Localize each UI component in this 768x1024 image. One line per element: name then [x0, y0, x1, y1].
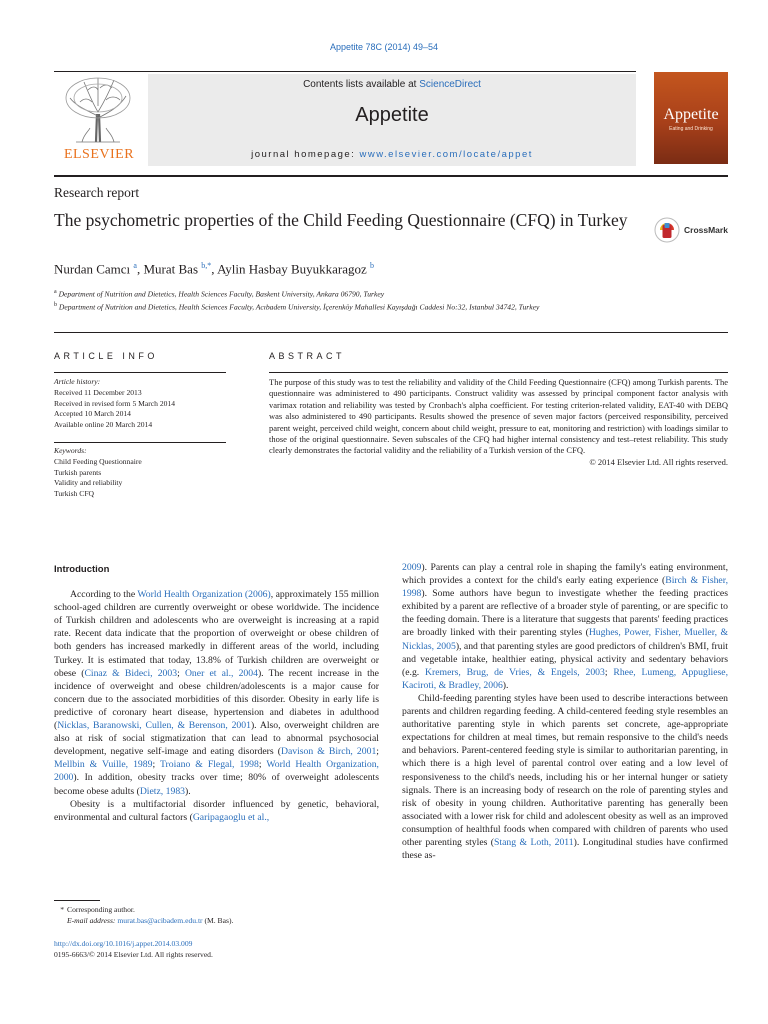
journal-citation-link[interactable]: Appetite 78C (2014) 49–54: [329, 42, 439, 52]
right-paragraphs: [402, 561, 728, 862]
author-separator: ,: [136, 261, 144, 277]
citation-link[interactable]: Stang & Loth, 2011: [494, 836, 574, 848]
abstract-body: [269, 377, 728, 468]
paragraph-text: ).: [185, 785, 191, 797]
citation-link[interactable]: 2009: [402, 562, 422, 573]
paragraph-text: ;: [258, 759, 267, 771]
author-email-link[interactable]: murat.bas@acibadem.edu.tr: [117, 916, 203, 925]
author-affiliation-mark[interactable]: b: [370, 261, 375, 270]
citation-link[interactable]: Nicklas, Baranowski, Cullen, & Berenson, 2001: [57, 720, 251, 732]
abstract-text: The purpose of this study was to test the reliability and validity of the Child Feeding Questionnaire (CFQ) among Turkish parents. The questionnaire was administered to 490 participants. Construct validity was assessed by principal component factor analysis with varimax rotation and reliability was tested by Cronbach's alpha coefficient. For testing criterion-related validity, EAT-40 with DEBQ was also administered to 490 participants. Results showed the presence of seven major factors (perceived responsibility, perceived parent weight, perceived child weight, concern about child weight, pressure to eat, monitoring and restriction) with loadings similar to those of the original questionnaire. Seven subscales of the CFQ had higher internal consistency and test–retest reliability. This study clearly demonstrates the factorial validity and the reliability of a Turkish version of the CFQ.: [269, 377, 728, 456]
keyword-item: Turkish parents: [54, 467, 102, 477]
issn-copyright: 0195-6663/© 2014 Elsevier Ltd. All rights reserved.: [54, 950, 213, 959]
author-name[interactable]: Murat Bas: [143, 261, 202, 277]
elsevier-tree-icon: [62, 76, 134, 144]
history-online: Available online 20 March 2014: [54, 420, 153, 430]
citation-link[interactable]: Kremers, Brug, de Vries, & Engels, 2003: [425, 666, 605, 678]
sciencedirect-link[interactable]: ScienceDirect: [419, 79, 481, 90]
paragraph-text: Obesity is a multifactorial disorder influenced by genetic, behavioral, environmental and cultural factors (: [54, 798, 379, 823]
citation-link[interactable]: Rhee, Lumeng, Appugliese, Kaciroti, & Bradley, 2006: [402, 666, 728, 691]
affiliation-mark: a: [54, 289, 57, 295]
author-affiliation-mark[interactable]: a: [133, 261, 137, 270]
paragraph-text: ;: [152, 759, 160, 771]
keywords-label: Keywords:: [54, 446, 87, 455]
footnote-mark: *: [60, 905, 64, 914]
keywords-rule: [54, 442, 226, 443]
journal-title: Appetite: [355, 104, 429, 126]
info-top-rule: [54, 332, 728, 333]
crossmark-label: CrossMark: [684, 225, 728, 235]
email-suffix: (M. Bas).: [204, 916, 234, 925]
keyword-item: Turkish CFQ: [54, 489, 95, 499]
citation-link[interactable]: World Health Organization, 2000: [54, 759, 379, 784]
journal-masthead: [148, 74, 636, 166]
body-column-left: [54, 563, 379, 824]
corresponding-label: Corresponding author.: [67, 905, 135, 914]
article-history-label: Article history:: [54, 377, 101, 386]
journal-header: [54, 74, 636, 166]
homepage-label: journal homepage:: [251, 149, 360, 160]
corresponding-author-footnote: [54, 904, 374, 926]
author-list: [54, 261, 374, 277]
keywords: [54, 446, 229, 500]
paragraph-text: , approximately 155 million school-aged children are currently overweight or obese worldwide. The incidence of Turkish children and adolescents who are overweight is increasing at a rapid rate. Recent data indicate that the proportion of overweight or obese children of both genders has increased markedly in different areas of the world, including Turkey. It is estimated that today, 13.8% of Turkish children are overweight or obese (: [54, 589, 379, 679]
author-name[interactable]: Aylin Hasbay Buyukkaragoz: [217, 261, 371, 277]
left-paragraphs: [54, 588, 379, 824]
citation-link[interactable]: Troiano & Flegal, 1998: [159, 759, 259, 771]
article-info-rule: [54, 372, 226, 373]
keyword-item: Validity and reliability: [54, 478, 123, 488]
contents-availability: [148, 79, 636, 90]
article-history: [54, 377, 229, 431]
paragraph-text: ). Parents can play a central role in shaping the family's eating environment, which provides a context for the child's early eating experience (: [402, 562, 728, 587]
paragraph-text: ;: [376, 746, 379, 758]
paragraph-text: ). The recent increase in the incidence of overweight and obese children/adolescents is a major cause for concern due to the associated morbidities of this disorder. Obesity in early life is predictive of coronary heart disease, hypertension and diabetes in adulthood (: [54, 667, 379, 732]
author-separator: ,: [211, 261, 218, 277]
paper-title: The psychometric properties of the Child Feeding Questionnaire (CFQ) in Turkey: [54, 210, 628, 230]
paragraph-text: ).: [502, 679, 509, 691]
contents-prefix: Contents lists available at: [303, 79, 420, 90]
history-accepted: Accepted 10 March 2014: [54, 409, 131, 419]
paragraph-text: ). In addition, obesity tracks over time; 80% of overweight adolescents become obese adults (: [54, 772, 379, 797]
citation-link[interactable]: Cinaz & Bideci, 2003: [84, 667, 178, 679]
introduction-heading: Introduction: [54, 564, 110, 575]
paragraph-text: According to the: [70, 589, 138, 601]
author-affiliation-mark[interactable]: b,*: [201, 261, 212, 270]
citation-link[interactable]: Hughes, Power, Fisher, Mueller, & Nicklas, 2005: [402, 627, 729, 652]
journal-cover-thumbnail[interactable]: [654, 72, 728, 164]
cover-subtitle: Eating and Drinking: [669, 126, 713, 132]
paragraph-text: ), and that parenting styles are good predictors of children's BMI, fruit and vegetable intake, healthier eating, physical activity and sedentary behaviors (e.g.: [402, 640, 729, 678]
citation-link[interactable]: Oner et al., 2004: [184, 667, 258, 679]
paragraph-text: ). Longitudinal studies have confirmed these as-: [402, 836, 729, 862]
citation-link[interactable]: Garipagaoglu et al.,: [192, 811, 270, 823]
author-name[interactable]: Nurdan Camcı: [54, 261, 134, 277]
affiliation-item: [54, 287, 654, 300]
crossmark-icon: [654, 217, 680, 243]
keyword-item: Child Feeding Questionnaire: [54, 456, 142, 466]
citation-link[interactable]: World Health Organization (2006): [137, 589, 271, 601]
body-paragraph: [402, 692, 728, 862]
body-paragraph: [402, 561, 728, 692]
doi-block: [54, 938, 213, 960]
elsevier-wordmark: ELSEVIER: [63, 147, 135, 162]
affiliation-list: [54, 287, 654, 312]
citation-link[interactable]: Davison & Birch, 2001: [280, 746, 377, 758]
history-revised: Received in revised form 5 March 2014: [54, 398, 176, 408]
crossmark-badge[interactable]: [654, 217, 734, 243]
elsevier-logo: [54, 74, 144, 166]
email-label: E-mail address:: [67, 916, 116, 925]
journal-homepage: [148, 149, 636, 160]
body-paragraph: [54, 588, 379, 798]
affiliation-text: Department of Nutrition and Dietetics, Health Sciences Faculty, Baskent University, Ankara 06790, Turkey: [56, 289, 385, 299]
paragraph-text: ;: [604, 666, 614, 678]
affiliation-text: Department of Nutrition and Dietetics, Health Sciences Faculty, Acıbadem University, İçerenköy Mahallesi Kayışdağı Caddesi No:32, Istanbul 34742, Turkey: [57, 302, 540, 312]
homepage-link[interactable]: www.elsevier.com/locate/appet: [359, 149, 533, 160]
body-column-right: [402, 561, 728, 862]
citation-link[interactable]: Dietz, 1983: [139, 785, 186, 797]
citation-link[interactable]: Mellbin & Vuille, 1989: [54, 759, 153, 771]
abstract-rule: [269, 372, 728, 373]
affiliation-mark: b: [54, 301, 57, 308]
paragraph-text: Child-feeding parenting styles have been used to describe interactions between parents and children regarding feeding. A child-centered feeding style resembles an authoritative parenting style in which parents set concrete, age-appropriate expectations for children at meal times, but remain responsive to the child's needs and behaviors. Parent-centered feeding style is similar to authoritarian parenting, in which there is a high level of parental control over eating and a low level of responsiveness to the child's needs, including his or her internal hunger or satiety signals. There is an increasing body of research on the role of parenting styles and risk of obesity in young children. Authoritative parenting has generally been associated with a lower risk for child and adolescent obesity as well as an improved consumption of healthful foods when compared with children of parents who used other parenting styles (: [402, 692, 728, 848]
article-type: Research report: [54, 185, 140, 200]
paragraph-text: ;: [177, 667, 185, 679]
footnote-rule: [54, 900, 100, 901]
abstract-copyright: © 2014 Elsevier Ltd. All rights reserved.: [589, 456, 728, 467]
paragraph-text: ). Some authors have begun to investigate whether the feeding practices exhibited by a parent are reflective of a broader style of parenting, or are specific to the feeding domain. There is a literature that suggests that parents' feeding practices are broadly linked with their parenting styles (: [402, 588, 728, 639]
cover-title: Appetite: [663, 106, 719, 123]
header-top-rule: [54, 71, 636, 72]
history-received: Received 11 December 2013: [54, 387, 142, 397]
affiliation-item: [54, 300, 654, 313]
paragraph-text: ). Also, overweight children are also at risk of social stigmatization that can lead to abnormal psychosocial development, negative self-image and eating disorders (: [54, 720, 379, 758]
article-info-heading: ARTICLE INFO: [54, 351, 158, 361]
abstract-heading: ABSTRACT: [269, 351, 346, 361]
doi-link[interactable]: http://dx.doi.org/10.1016/j.appet.2014.03.009: [54, 939, 193, 948]
citation-link[interactable]: Birch & Fisher, 1998: [402, 575, 728, 600]
header-bottom-rule: [54, 175, 728, 177]
body-paragraph: [54, 798, 379, 824]
